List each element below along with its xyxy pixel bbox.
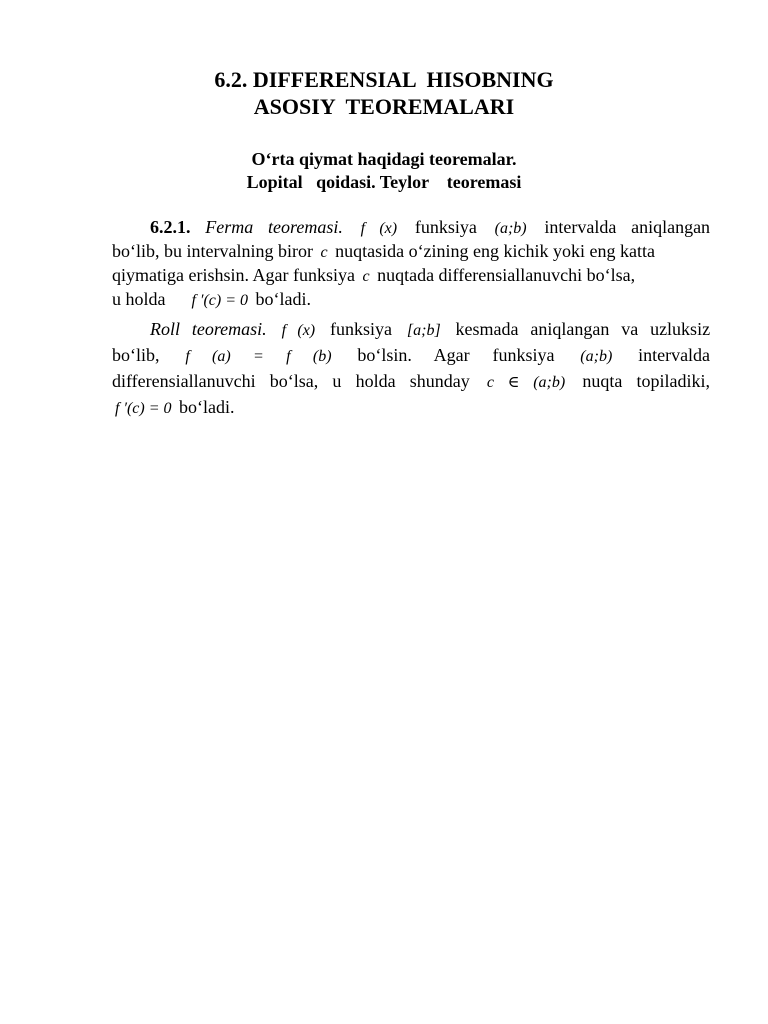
math-c: c	[320, 244, 328, 261]
roll-line3-start: differensiallanuvchi bo‘lsa, u holda shunday	[112, 371, 470, 391]
word-bolsin: bo‘lsin.	[357, 345, 412, 365]
ferma-line4	[112, 288, 710, 312]
word-intervalda: intervalda	[638, 345, 711, 365]
math-segment-ab: [a;b]	[406, 322, 441, 339]
ferma-line4-end: bo‘ladi.	[255, 289, 311, 309]
math-c-in-ab: c ∈ (a;b)	[486, 374, 566, 391]
ferma-line2-start: bo‘lib, bu intervalning biror	[112, 241, 313, 261]
roll-line2-start: bo‘lib,	[112, 345, 160, 365]
subtitle-line2: Lopital qoidasi. Teylor teoremasi	[246, 172, 522, 192]
roll-line2	[112, 344, 710, 368]
roll-theorem-name: Roll teoremasi.	[150, 319, 267, 339]
subtitle-line1: O‘rta qiymat haqidagi teoremalar.	[251, 149, 517, 169]
ferma-line3	[112, 264, 710, 288]
subsection-number: 6.2.1.	[150, 217, 191, 237]
word-funksiya-3: funksiya	[492, 345, 555, 365]
roll-line1-end: kesmada aniqlangan va uzluksiz	[455, 319, 711, 339]
ferma-line2	[112, 240, 710, 264]
roll-line4-end: bo‘ladi.	[179, 397, 235, 417]
math-fa-equals-fb: f (a) = f (b)	[185, 348, 332, 365]
roll-line1	[112, 318, 710, 342]
roll-line4	[112, 396, 710, 420]
word-agar: Agar	[433, 345, 470, 365]
math-c-2: c	[362, 268, 370, 285]
math-interval-ab-2: (a;b)	[580, 348, 613, 365]
section-title-line2: ASOSIY TEOREMALARI	[253, 94, 515, 119]
roll-line3-end: nuqta topiladiki,	[582, 371, 711, 391]
math-interval-ab: (a;b)	[494, 220, 527, 237]
word-funksiya-2: funksiya	[330, 319, 393, 339]
section-title-line1: 6.2. DIFFERENSIAL HISOBNING	[214, 67, 554, 92]
ferma-line2-end: nuqtasida o‘zining eng kichik yoki eng katta	[335, 241, 655, 261]
ferma-theorem-name: Ferma teoremasi.	[205, 217, 343, 237]
math-fx: f (x)	[360, 220, 398, 237]
ferma-line3-end: nuqtada differensiallanuvchi bo‘lsa,	[377, 265, 636, 285]
math-fx-2: f (x)	[281, 322, 316, 339]
ferma-line1-end: intervalda aniqlangan	[544, 217, 711, 237]
ferma-line3-start: qiymatiga erishsin. Agar funksiya	[112, 265, 355, 285]
ferma-line4-start: u holda	[112, 289, 166, 309]
ferma-line1	[112, 216, 710, 240]
word-funksiya: funksiya	[414, 217, 477, 237]
math-fprime-zero: f ′(c) = 0	[191, 292, 248, 309]
roll-line3	[112, 370, 710, 394]
math-fprime-zero-2: f ′(c) = 0	[115, 400, 172, 417]
